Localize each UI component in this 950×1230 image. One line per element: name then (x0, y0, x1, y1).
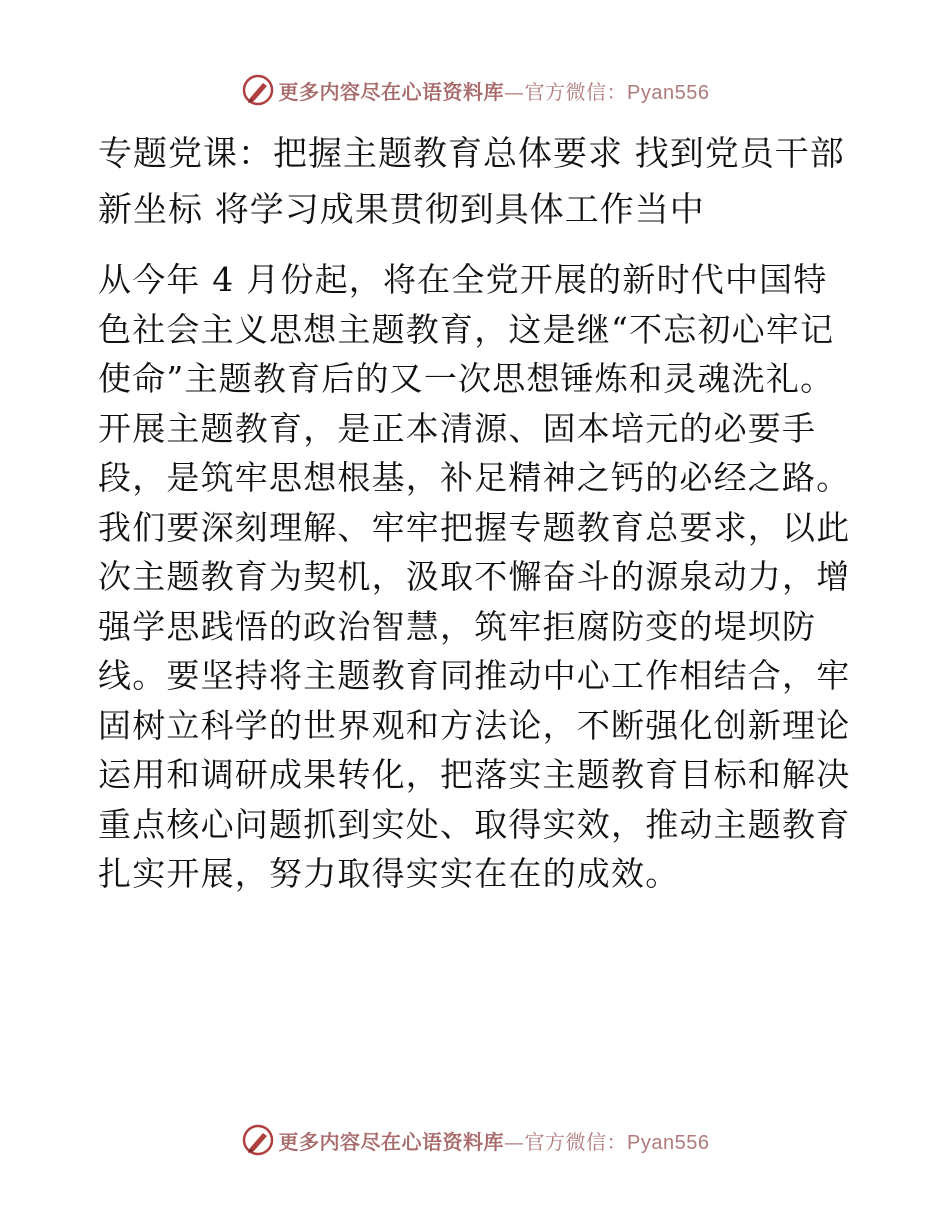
body-line: 扎实开展，努力取得实实在在的成效。 (98, 854, 680, 893)
watermark-bold-text: 更多内容尽在心语资料库 (278, 1129, 505, 1154)
body-line: 从今年 4 月份起，将在全党开展的新时代中国特 (98, 260, 828, 299)
title-line: 新坐标 将学习成果贯彻到具体工作当中 (98, 190, 705, 230)
body-line: 使命”主题教育后的又一次思想锤炼和灵魂洗礼。 (98, 359, 835, 398)
document-title (98, 126, 858, 238)
header-watermark (0, 70, 950, 110)
document-body (98, 255, 858, 899)
body-line: 开展主题教育，是正本清源、固本培元的必要手 (98, 408, 817, 448)
watermark-dash-text: —官方微信： (504, 79, 628, 104)
body-line: 次主题教育为契机，汲取不懈奋斗的源泉动力，增 (98, 557, 851, 596)
pen-logo-icon (241, 1123, 275, 1157)
watermark-text (279, 1126, 710, 1155)
body-line: 强学思践悟的政治智慧，筑牢拒腐防变的堤坝防 (98, 606, 817, 646)
watermark-handle: Pyan556 (627, 1131, 710, 1154)
title-line: 专题党课：把握主题教育总体要求 找到党员干部 (98, 134, 845, 174)
watermark-text (279, 76, 710, 105)
body-line: 运用和调研成果转化，把落实主题教育目标和解决 (98, 755, 851, 794)
body-line: 我们要深刻理解、牢牢把握专题教育总要求，以此 (98, 507, 851, 547)
watermark-handle: Pyan556 (627, 81, 710, 104)
body-line: 线。要坚持将主题教育同推动中心工作相结合，牢 (98, 656, 851, 695)
body-line: 固树立科学的世界观和方法论，不断强化创新理论 (98, 705, 851, 745)
footer-watermark (0, 1120, 950, 1160)
watermark-bold-text: 更多内容尽在心语资料库 (278, 79, 505, 104)
pen-logo-icon (241, 73, 275, 107)
watermark-dash-text: —官方微信： (504, 1129, 628, 1154)
body-line: 色社会主义思想主题教育，这是继“不忘初心牢记 (98, 309, 835, 349)
body-line: 段，是筑牢思想根基，补足精神之钙的必经之路。 (98, 458, 851, 497)
body-line: 重点核心问题抓到实处、取得实效，推动主题教育 (98, 804, 851, 844)
